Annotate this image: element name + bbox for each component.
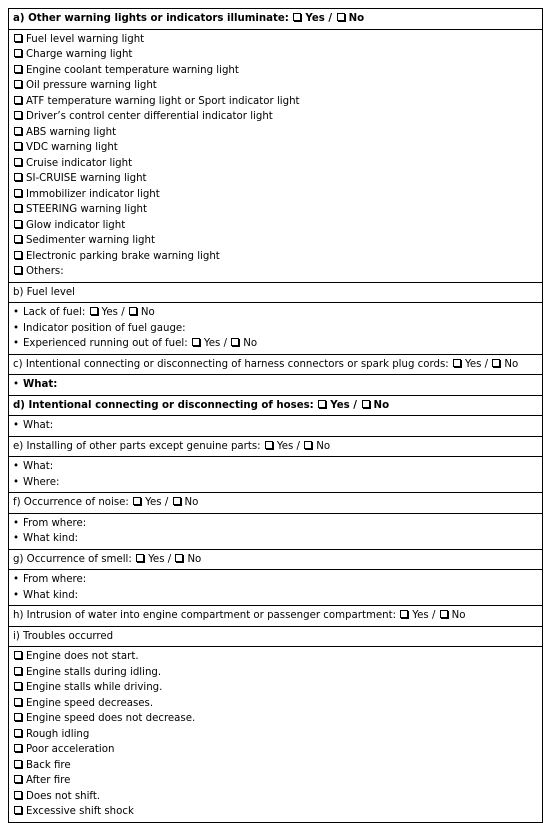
- section-c-yes-label: Yes: [464, 358, 482, 370]
- checklist-item: [13, 156, 538, 172]
- section-c-title: c) Intentional connecting or disconnecting of harness connectors or spark plug cords:: [13, 358, 449, 370]
- section-h-title: h) Intrusion of water into engine compartment or passenger compartment:: [13, 610, 397, 621]
- bullet-icon: •: [13, 533, 20, 544]
- checklist-item-checkbox[interactable]: [14, 698, 22, 706]
- checklist-item-label: Charge warning light: [26, 49, 133, 60]
- section-c-yes-checkbox[interactable]: [453, 359, 461, 367]
- section-c-header-line: c) Intentional connecting or disconnecting of harness connectors or spark plug cords: Yes / No: [13, 358, 519, 370]
- section-f-yes-label: Yes: [145, 497, 162, 508]
- checklist-item-checkbox[interactable]: [14, 142, 22, 150]
- section-a-header: [9, 9, 543, 30]
- section-c-content: [9, 375, 543, 396]
- section-g-yes-checkbox[interactable]: [136, 554, 144, 562]
- bullet-icon: •: [13, 574, 20, 585]
- bullet-icon: •: [13, 476, 20, 488]
- checklist-item-checkbox[interactable]: [14, 127, 22, 135]
- section-a-yes-checkbox[interactable]: [293, 13, 301, 21]
- section-h-yes-label: Yes: [412, 610, 429, 621]
- bullet-item-label: Where:: [23, 476, 60, 488]
- bullet-b-0-no-label: No: [140, 307, 155, 318]
- checklist-item: [13, 63, 538, 79]
- bullet-item-label: Experienced running out of fuel:: [23, 338, 188, 349]
- checklist-item: [13, 32, 538, 48]
- checklist-item-checkbox[interactable]: [14, 651, 22, 659]
- section-d-header: [9, 395, 543, 416]
- section-b-header: [9, 282, 543, 303]
- section-a-no-label: No: [348, 13, 365, 24]
- bullet-icon: •: [13, 461, 20, 472]
- checklist-item: [13, 94, 538, 110]
- section-a-header-row: [9, 9, 543, 30]
- section-g-title: g) Occurrence of smell:: [13, 553, 132, 565]
- checklist-item: [13, 649, 538, 665]
- checklist-item-checkbox[interactable]: [14, 266, 22, 274]
- section-f-yes-checkbox[interactable]: [133, 497, 141, 505]
- checklist-item-label: ABS warning light: [26, 126, 117, 138]
- checklist-item: [13, 804, 538, 820]
- section-a-yes-label: Yes: [305, 13, 325, 24]
- bullet-item: [13, 475, 538, 491]
- section-b-content-row: [9, 303, 543, 355]
- checklist-item: [13, 680, 538, 696]
- section-h-header: [9, 606, 543, 627]
- section-e-header: [9, 436, 543, 457]
- section-e-yes-label: Yes: [276, 440, 294, 452]
- checklist-item-checkbox[interactable]: [14, 34, 22, 42]
- section-b-header-line: [13, 285, 538, 301]
- section-f-no-label: No: [184, 497, 199, 508]
- bullet-b-0-yes-checkbox[interactable]: [90, 307, 98, 315]
- checklist-item: [13, 773, 538, 789]
- bullet-item: • Experienced running out of fuel: Yes / No: [13, 336, 538, 352]
- checklist-item-checkbox[interactable]: [14, 80, 22, 88]
- section-b-title: b) Fuel level: [13, 286, 75, 298]
- section-f-header-row: [9, 493, 543, 514]
- bullet-b-0-yes-label: Yes: [101, 307, 118, 318]
- checklist-item-checkbox[interactable]: [14, 682, 22, 690]
- section-e-header-line: e) Installing of other parts except genuine parts: Yes / No: [13, 440, 331, 452]
- checklist-item-label: Electronic parking brake warning light: [26, 250, 220, 262]
- section-b-content: [9, 303, 543, 355]
- checklist-item-label: Immobilizer indicator light: [26, 188, 160, 200]
- checklist-item-checkbox[interactable]: [14, 96, 22, 104]
- checklist-item-label: Engine speed decreases.: [26, 697, 154, 709]
- checklist-item: [13, 202, 538, 218]
- section-h-no-checkbox[interactable]: [440, 610, 448, 618]
- section-c-header: [9, 354, 543, 375]
- section-a-title: a) Other warning lights or indicators illuminate:: [13, 13, 289, 24]
- bullet-icon: •: [13, 322, 20, 334]
- bullet-icon: •: [13, 589, 20, 601]
- section-a-header-line: a) Other warning lights or indicators illuminate: Yes / No: [13, 13, 365, 24]
- checklist-item: [13, 742, 538, 758]
- bullet-item: [13, 377, 538, 393]
- checklist-item: [13, 78, 538, 94]
- bullet-item-label: What:: [23, 379, 58, 390]
- bullet-b-0-no-checkbox[interactable]: [129, 307, 137, 315]
- section-d-no-label: No: [373, 399, 390, 411]
- bullet-icon: •: [13, 307, 20, 318]
- checklist-item-label: Engine stalls while driving.: [26, 682, 163, 693]
- section-c-no-checkbox[interactable]: [492, 359, 500, 367]
- section-f-title: f) Occurrence of noise:: [13, 497, 129, 508]
- bullet-icon: •: [13, 517, 20, 529]
- bullet-item-label: Lack of fuel:: [23, 307, 86, 318]
- section-b-header-row: [9, 282, 543, 303]
- checklist-item: [13, 187, 538, 203]
- section-g-header-line: g) Occurrence of smell: Yes / No: [13, 553, 202, 565]
- checklist-item-checkbox[interactable]: [14, 173, 22, 181]
- section-h-no-label: No: [451, 610, 466, 621]
- checklist-item-label: Rough idling: [26, 728, 90, 740]
- checklist-item-checkbox[interactable]: [14, 49, 22, 57]
- bullet-item-label: What:: [23, 420, 54, 431]
- checklist-item-label: VDC warning light: [26, 142, 118, 153]
- section-i-content-row: [9, 647, 543, 823]
- diagnosis-checklist: [8, 8, 543, 823]
- checklist-item: [13, 696, 538, 712]
- section-e-no-checkbox[interactable]: [304, 441, 312, 449]
- checklist-item-checkbox[interactable]: [14, 667, 22, 675]
- checklist-item: [13, 711, 538, 727]
- checklist-item-label: Engine stalls during idling.: [26, 666, 162, 678]
- checklist-item-checkbox[interactable]: [14, 251, 22, 259]
- section-i-header: [9, 626, 543, 647]
- bullet-icon: •: [13, 420, 20, 431]
- checklist-item: [13, 758, 538, 774]
- section-f-no-checkbox[interactable]: [173, 497, 181, 505]
- bullet-item: • Lack of fuel: Yes / No: [13, 305, 538, 321]
- checklist-item-label: Fuel level warning light: [26, 33, 145, 45]
- section-e-content-row: [9, 457, 543, 493]
- checklist-item-label: Back fire: [26, 759, 71, 771]
- bullet-item: [13, 588, 538, 604]
- section-a-no-checkbox[interactable]: [337, 13, 345, 21]
- section-g-no-checkbox[interactable]: [175, 554, 183, 562]
- section-e-header-row: [9, 436, 543, 457]
- bullet-item: [13, 459, 538, 475]
- checklist-item-label: Engine does not start.: [26, 651, 139, 662]
- checklist-item-label: Engine speed does not decrease.: [26, 713, 196, 724]
- bullet-item: [13, 516, 538, 532]
- checklist-item: [13, 727, 538, 743]
- section-d-title: d) Intentional connecting or disconnecting of hoses:: [13, 399, 314, 411]
- section-d-header-row: [9, 395, 543, 416]
- checklist-item-label: Others:: [26, 266, 64, 277]
- checklist-item-checkbox[interactable]: [14, 760, 22, 768]
- section-g-no-label: No: [187, 553, 202, 565]
- section-i-content: [9, 647, 543, 823]
- checklist-item-label: Oil pressure warning light: [26, 80, 157, 91]
- section-g-yes-label: Yes: [148, 553, 165, 565]
- checklist-item: [13, 264, 538, 280]
- checklist-item-label: Glow indicator light: [26, 219, 126, 231]
- checklist-item-checkbox[interactable]: [14, 729, 22, 737]
- section-d-yes-checkbox[interactable]: [318, 400, 326, 408]
- checklist-item-checkbox[interactable]: [14, 775, 22, 783]
- section-g-header-row: [9, 549, 543, 570]
- section-g-header: [9, 549, 543, 570]
- checklist-item-checkbox[interactable]: [14, 744, 22, 752]
- section-a-content: [9, 29, 543, 282]
- checklist-item-label: Sedimenter warning light: [26, 235, 155, 246]
- bullet-item: [13, 321, 538, 337]
- section-e-no-label: No: [316, 440, 331, 452]
- section-i-header-row: [9, 626, 543, 647]
- checklist-item: [13, 233, 538, 249]
- checklist-item: [13, 789, 538, 805]
- checklist-item-label: Excessive shift shock: [26, 806, 134, 817]
- bullet-b-2-no-label: No: [243, 338, 258, 349]
- checklist-item-label: Driver’s control center differential indicator light: [26, 111, 273, 122]
- section-d-no-checkbox[interactable]: [362, 400, 370, 408]
- bullet-item: [13, 418, 538, 434]
- section-d-yes-label: Yes: [330, 399, 350, 411]
- bullet-item-label: What:: [23, 461, 54, 472]
- checklist-item: [13, 47, 538, 63]
- section-d-header-line: d) Intentional connecting or disconnecting of hoses: Yes / No: [13, 399, 390, 411]
- checklist-body: [9, 9, 543, 823]
- section-g-content-row: [9, 570, 543, 606]
- bullet-item: [13, 531, 538, 547]
- section-f-content-row: [9, 513, 543, 549]
- checklist-item: [13, 140, 538, 156]
- checklist-item-checkbox[interactable]: [14, 791, 22, 799]
- section-c-content-row: [9, 375, 543, 396]
- section-f-header-line: f) Occurrence of noise: Yes / No: [13, 497, 199, 508]
- section-c-no-label: No: [504, 358, 519, 370]
- checklist-item-checkbox[interactable]: [14, 158, 22, 166]
- checklist-item-label: ATF temperature warning light or Sport indicator light: [26, 95, 300, 107]
- bullet-item-label: From where:: [23, 517, 87, 529]
- checklist-item-checkbox[interactable]: [14, 806, 22, 814]
- bullet-item-label: Indicator position of fuel gauge:: [23, 322, 186, 334]
- checklist-item-label: Engine coolant temperature warning light: [26, 64, 239, 76]
- checklist-item: [13, 218, 538, 234]
- section-e-title: e) Installing of other parts except genuine parts:: [13, 440, 261, 452]
- checklist-item-checkbox[interactable]: [14, 65, 22, 73]
- section-g-content: [9, 570, 543, 606]
- checklist-item-label: SI-CRUISE warning light: [26, 173, 147, 184]
- checklist-item-checkbox[interactable]: [14, 220, 22, 228]
- section-a-content-row: [9, 29, 543, 282]
- section-h-yes-checkbox[interactable]: [400, 610, 408, 618]
- section-h-header-line: h) Intrusion of water into engine compartment or passenger compartment: Yes / No: [13, 610, 466, 621]
- section-i-header-line: [13, 629, 538, 645]
- checklist-item: [13, 171, 538, 187]
- checklist-item-label: Does not shift.: [26, 790, 101, 802]
- checklist-item-label: STEERING warning light: [26, 204, 148, 215]
- checklist-item: [13, 109, 538, 125]
- bullet-item-label: From where:: [23, 574, 87, 585]
- section-d-content: [9, 416, 543, 437]
- checklist-item-label: Poor acceleration: [26, 744, 115, 755]
- bullet-b-2-yes-label: Yes: [203, 338, 221, 349]
- bullet-item-label: What kind:: [23, 533, 79, 544]
- section-i-title: i) Troubles occurred: [13, 630, 114, 642]
- checklist-item-checkbox[interactable]: [14, 189, 22, 197]
- checklist-item-label: After fire: [26, 775, 71, 786]
- checklist-item: [13, 665, 538, 681]
- bullet-item-label: What kind:: [23, 589, 79, 601]
- bullet-icon: •: [13, 379, 20, 390]
- checklist-item-checkbox[interactable]: [14, 204, 22, 212]
- checklist-item-checkbox[interactable]: [14, 713, 22, 721]
- section-e-content: [9, 457, 543, 493]
- bullet-item: [13, 572, 538, 588]
- checklist-item: [13, 125, 538, 141]
- bullet-icon: •: [13, 338, 20, 349]
- bullet-b-2-yes-checkbox[interactable]: [192, 338, 200, 346]
- checklist-item: [13, 249, 538, 265]
- section-d-content-row: [9, 416, 543, 437]
- section-c-header-row: [9, 354, 543, 375]
- section-h-header-row: [9, 606, 543, 627]
- checklist-item-label: Cruise indicator light: [26, 157, 133, 169]
- bullet-b-2-no-checkbox[interactable]: [231, 338, 239, 346]
- checklist-item-checkbox[interactable]: [14, 111, 22, 119]
- checklist-item-checkbox[interactable]: [14, 235, 22, 243]
- section-f-header: [9, 493, 543, 514]
- section-f-content: [9, 513, 543, 549]
- section-e-yes-checkbox[interactable]: [265, 441, 273, 449]
